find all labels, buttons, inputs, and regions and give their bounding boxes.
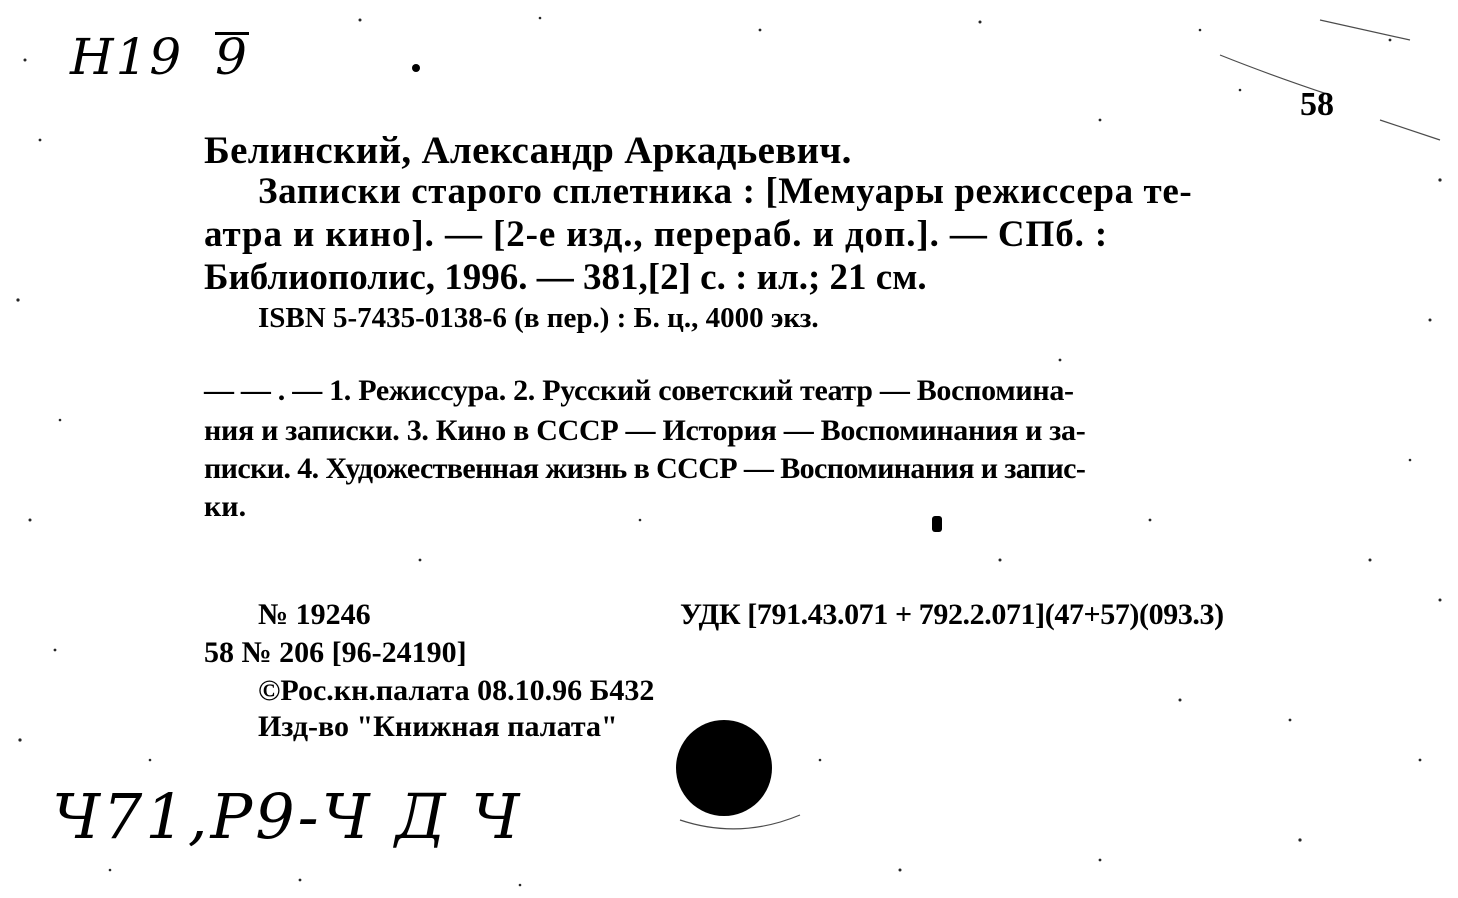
subject-line-1: — — . — 1. Режиссура. 2. Русский советский театр — Воспомина- bbox=[204, 374, 1074, 407]
copyright-line: ©Рос.кн.палата 08.10.96 Б432 bbox=[258, 674, 655, 707]
handwritten-shelfmark bbox=[70, 28, 249, 86]
ink-dot bbox=[412, 64, 420, 72]
isbn-line: ISBN 5-7435-0138-6 (в пер.) : Б. ц., 4000 экз. bbox=[258, 302, 819, 334]
shelfmark-fraction: 9 bbox=[215, 28, 249, 86]
series-number: 58 № 206 [96-24190] bbox=[204, 636, 467, 669]
author-heading: Белинский, Александр Аркадьевич. bbox=[204, 129, 852, 172]
description-line-1: Записки старого сплетника : [Мемуары режиссера те- bbox=[258, 171, 1193, 212]
udc-code: УДК [791.43.071 + 792.2.071](47+57)(093.3) bbox=[680, 598, 1224, 631]
subject-line-3: писки. 4. Художественная жизнь в СССР — Воспоминания и запис- bbox=[204, 452, 1086, 485]
description-line-3: Библиополис, 1996. — 381,[2] с. : ил.; 21 см. bbox=[204, 257, 927, 298]
publisher-line: Изд-во "Книжная палата" bbox=[258, 710, 618, 743]
subject-line-4: ки. bbox=[204, 490, 247, 523]
punch-hole bbox=[676, 720, 772, 816]
shelfmark-text: Н19 bbox=[70, 28, 184, 86]
description-line-2: атра и кино]. — [2-е изд., перераб. и доп.]. — СПб. : bbox=[204, 214, 1109, 255]
subject-line-2: ния и записки. 3. Кино в СССР — История — Воспоминания и за- bbox=[204, 414, 1086, 447]
card-number: 58 bbox=[1300, 86, 1334, 123]
record-number: № 19246 bbox=[258, 598, 371, 631]
ink-mark bbox=[932, 516, 942, 532]
handwritten-code: Ч71,Р9-Ч Д Ч bbox=[52, 780, 523, 853]
